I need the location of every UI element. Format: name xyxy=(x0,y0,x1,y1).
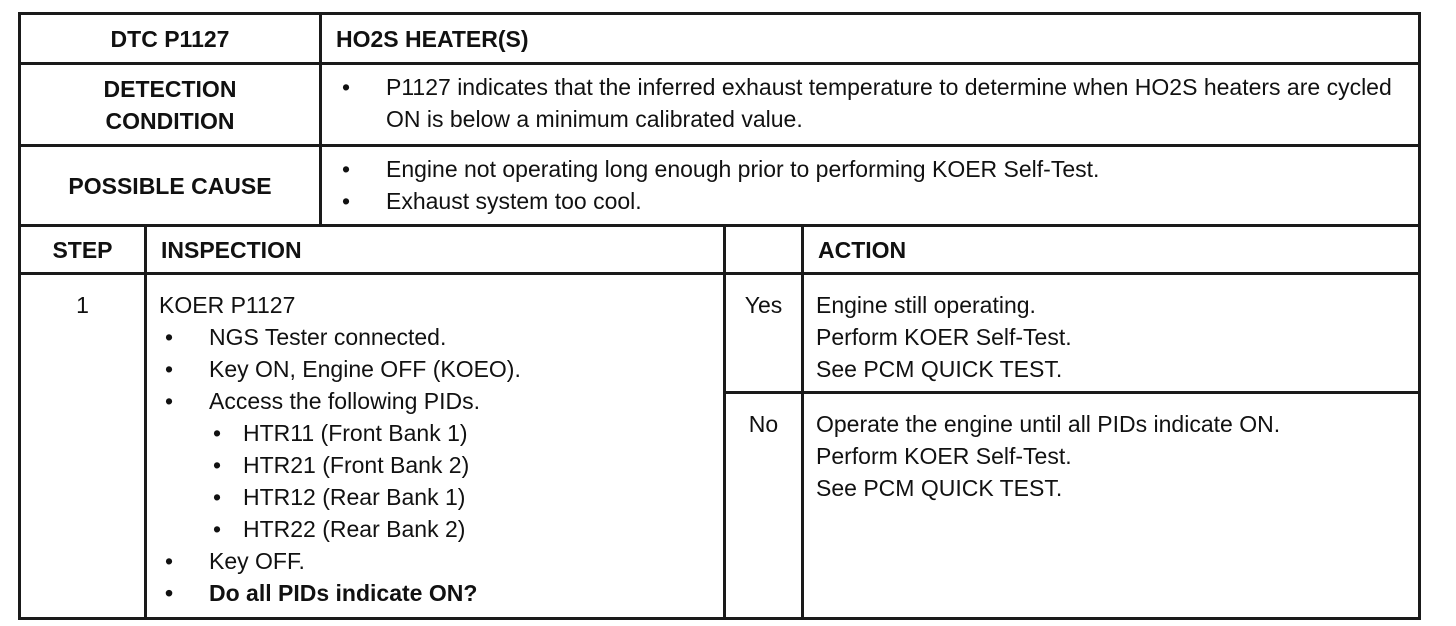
pid-item: • HTR11 (Front Bank 1) xyxy=(209,417,711,449)
step1-inspection xyxy=(146,274,725,619)
inspection-item: • Key ON, Engine OFF (KOEO). xyxy=(159,353,711,385)
detection-item: • P1127 indicates that the inferred exhaust temperature to determine when HO2S heaters are cycled ON is below a minimum calibrated value. xyxy=(336,71,1404,135)
detection-row xyxy=(20,64,1420,146)
pid-item: • HTR22 (Rear Bank 2) xyxy=(209,513,711,545)
dtc-table xyxy=(18,12,1421,620)
action-header: ACTION xyxy=(803,226,1420,274)
cause-row xyxy=(20,146,1420,226)
cause-item: • Engine not operating long enough prior to performing KOER Self-Test. xyxy=(336,153,1404,185)
step1-yes-row xyxy=(20,274,1420,393)
cause-item: • Exhaust system too cool. xyxy=(336,185,1404,217)
pid-item: • HTR12 (Rear Bank 1) xyxy=(209,481,711,513)
step-number: 1 xyxy=(20,274,146,619)
cause-label: POSSIBLE CAUSE xyxy=(20,146,321,226)
dtc-code: DTC P1127 xyxy=(20,14,321,64)
inspection-item: • Key OFF. xyxy=(159,545,711,577)
no-action: Operate the engine until all PIDs indicate ON. Perform KOER Self-Test. See PCM QUICK TEST. xyxy=(803,393,1420,619)
detection-label: DETECTION CONDITION xyxy=(20,64,321,146)
pid-item: • HTR21 (Front Bank 2) xyxy=(209,449,711,481)
pid-list xyxy=(209,417,711,545)
yes-action: Engine still operating. Perform KOER Self-Test. See PCM QUICK TEST. xyxy=(803,274,1420,393)
inspection-item: • Access the following PIDs. • HTR11 (Front Bank 1) • HTR21 (Front Bank 2) • HTR12 (Rear Bank 1) • HTR22 (Rear Bank 2) xyxy=(159,385,711,545)
detection-text xyxy=(321,64,1420,146)
dtc-row xyxy=(20,14,1420,64)
inspection-item: • NGS Tester connected. xyxy=(159,321,711,353)
step-header: STEP xyxy=(20,226,146,274)
yes-label: Yes xyxy=(725,274,803,393)
step1-title: KOER P1127 xyxy=(159,292,296,318)
inspection-header: INSPECTION xyxy=(146,226,725,274)
inspection-question: • Do all PIDs indicate ON? xyxy=(159,577,711,609)
no-label: No xyxy=(725,393,803,619)
column-header-row xyxy=(20,226,1420,274)
dtc-title: HO2S HEATER(S) xyxy=(321,14,1420,64)
cause-list xyxy=(321,146,1420,226)
